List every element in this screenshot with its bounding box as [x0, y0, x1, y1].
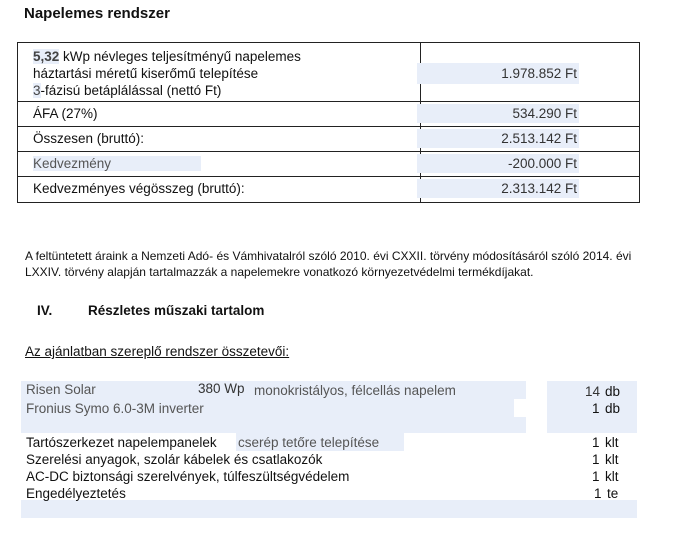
- vat-label: ÁFA (27%): [33, 106, 98, 121]
- final-label: Kedvezményes végösszeg (bruttó):: [33, 181, 245, 196]
- price-row-discount: [18, 151, 639, 176]
- panel-unit: db: [605, 384, 621, 399]
- permit-qty: 1: [594, 486, 602, 501]
- permit-unit: te: [607, 486, 619, 501]
- panel-power: 380 Wp: [198, 381, 245, 396]
- price-row-final: [18, 176, 639, 202]
- install-name: Szerelési anyagok, szolár kábelek és csatlakozók: [26, 452, 323, 467]
- panel-desc: monokristályos, félcellás napelem: [254, 383, 456, 398]
- final-amount: 2.313.142 Ft: [417, 179, 579, 198]
- discount-label: Kedvezmény: [33, 156, 201, 171]
- total-amount: 2.513.142 Ft: [417, 129, 579, 148]
- install-unit: klt: [605, 452, 619, 467]
- vat-amount: 534.290 Ft: [417, 104, 579, 123]
- price-row-main-label: [18, 43, 421, 101]
- mounting-qty: 1: [592, 435, 600, 450]
- inverter-unit: db: [605, 401, 621, 416]
- net-amount: 1.978.852 Ft: [417, 63, 579, 84]
- price-row-main: [18, 43, 639, 101]
- inverter-qty: 1: [592, 401, 600, 416]
- panel-qty: 14: [585, 384, 601, 399]
- protect-name: AC-DC biztonsági szerelvények, túlfeszültségvédelem: [26, 469, 350, 484]
- discount-amount: -200.000 Ft: [417, 154, 579, 173]
- total-label: Összesen (bruttó):: [33, 131, 145, 146]
- main-line3: -fázisú betáplálással (nettó Ft): [40, 83, 222, 98]
- tax-note: A feltüntetett áraink a Nemzeti Adó- és Vámhivatalról szóló 2010. évi CXXII. törvény módosításáról szóló 2014. évi LXXIV. törvény alapján tartalmazzák a napelemekre vonatkozó környezetvédelmi termékdíjakat.: [25, 249, 632, 279]
- components-title: Az ajánlatban szereplő rendszer összetevői:: [25, 344, 290, 359]
- mounting-name: Tartószerkezet napelempanelek: [26, 435, 217, 450]
- mounting-desc: cserép tetőre telepítése: [238, 435, 380, 450]
- price-table: [17, 42, 640, 203]
- main-line2: háztartási méretű kiserőmű telepítése: [33, 66, 259, 81]
- section-title: Napelemes rendszer: [24, 5, 170, 22]
- permit-name: Engedélyeztetés: [26, 486, 126, 501]
- mounting-unit: klt: [605, 435, 619, 450]
- panel-name: Risen Solar: [26, 382, 96, 397]
- price-row-vat: [18, 101, 639, 126]
- price-row-total: [18, 126, 639, 151]
- install-qty: 1: [592, 452, 600, 467]
- main-line1: kWp névleges teljesítményű napelemes: [59, 49, 301, 64]
- kwp-value: 5,32: [33, 49, 60, 64]
- section-number: IV.: [37, 303, 53, 318]
- protect-unit: klt: [605, 469, 619, 484]
- inverter-name: Fronius Symo 6.0-3M inverter: [26, 401, 204, 416]
- protect-qty: 1: [592, 469, 600, 484]
- phase-value: 3: [33, 83, 41, 98]
- section-title-4: Részletes műszaki tartalom: [88, 303, 265, 318]
